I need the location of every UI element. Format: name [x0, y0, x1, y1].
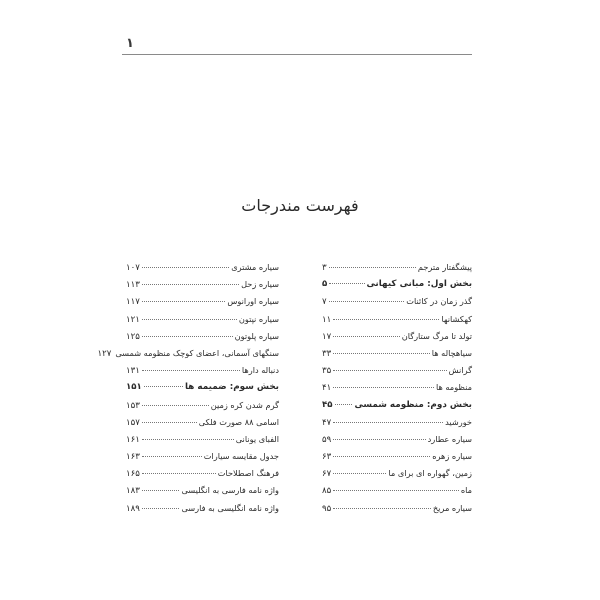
dot-leader [142, 456, 202, 457]
dot-leader [142, 490, 180, 491]
toc-entry-label: واژه نامه انگلیسی به فارسی [181, 502, 279, 513]
toc-title: فهرست مندرجات [241, 196, 359, 215]
toc-section-heading [322, 400, 472, 417]
toc-entry-label: تولد تا مرگ ستارگان [401, 330, 472, 341]
toc-entry-page-number: ۶۳ [322, 452, 332, 463]
dot-leader [142, 284, 239, 285]
toc-entry-page-number: ۱۶۳ [126, 452, 140, 463]
toc-entry-label: سیاره مریخ [432, 502, 472, 513]
dot-leader [333, 370, 446, 371]
dot-leader [142, 370, 240, 371]
toc-entry-label: الفبای یونانی [235, 433, 279, 444]
dot-leader [142, 405, 209, 406]
toc-entry-label: بخش دوم: منظومه شمسی [354, 399, 472, 410]
toc-entry [126, 296, 279, 313]
toc-entry [97, 347, 279, 365]
dot-leader [142, 301, 226, 302]
toc-entry-page-number: ۳۵ [322, 366, 332, 377]
dot-leader [333, 319, 439, 320]
toc-entry-page-number: ۱۲۷ [97, 348, 112, 359]
toc-entry-page-number: ۱۲۵ [126, 331, 140, 342]
toc-entry-label: ماه [460, 485, 472, 496]
toc-entry-label: جدول مقایسه سیارات [203, 451, 279, 462]
toc-entry [126, 279, 279, 296]
toc-entry [322, 365, 472, 382]
toc-entry-page-number: ۱۵۷ [126, 417, 140, 428]
toc-entry-page-number: ۴۷ [322, 417, 332, 428]
toc-entry [126, 400, 279, 417]
toc-entry-page-number: ۱۶۵ [126, 469, 140, 480]
toc-entry-label: گذر زمان در کائنات [406, 296, 472, 307]
toc-entry [322, 417, 472, 434]
dot-leader [142, 422, 197, 423]
toc-entry [126, 503, 279, 520]
toc-entry-label: سیاره زهره [432, 451, 472, 462]
dot-leader [142, 319, 237, 320]
toc-entry-label: فرهنگ اصطلاحات [217, 468, 279, 479]
toc-section-heading [322, 279, 472, 296]
toc-entry-page-number: ۱۸۹ [126, 503, 140, 514]
toc-entry-page-number: ۱۱ [322, 314, 332, 325]
toc-entry-label: بخش اول: مبانی کیهانی [366, 279, 472, 290]
toc-entry [126, 314, 279, 331]
toc-entry-page-number: ۴۵ [322, 399, 333, 410]
toc-entry [126, 262, 279, 279]
dot-leader [329, 301, 405, 302]
dot-leader [329, 267, 416, 268]
toc-entry-label: واژه نامه فارسی به انگلیسی [181, 485, 279, 496]
toc-entry [322, 485, 472, 502]
toc-entry [322, 434, 472, 451]
toc-entry-page-number: ۱۵۱ [126, 382, 142, 393]
toc-entry-label: سیاره پلوتون [234, 330, 279, 341]
toc-entry [126, 417, 279, 434]
toc-entry-label: منظومه ها [436, 382, 472, 393]
toc-entry-label: سیاره اورانوس [227, 296, 279, 307]
toc-entry-label: سیاره مشتری [231, 262, 279, 272]
dot-leader [333, 439, 425, 440]
toc-entry-page-number: ۱۱۷ [126, 297, 140, 308]
toc-entry-label: دنباله دارها [241, 365, 279, 376]
toc-entry-page-number: ۱۶۱ [126, 434, 140, 445]
toc-entry-page-number: ۱۸۳ [126, 486, 140, 497]
dot-leader [142, 267, 229, 268]
toc-entry-page-number: ۵۹ [322, 434, 332, 445]
toc-entry [322, 262, 472, 279]
toc-entry-label: گرانش [448, 365, 472, 376]
page-number: ۱ [126, 36, 134, 51]
dot-leader [144, 386, 183, 387]
toc-entry [126, 451, 279, 468]
toc-entry [126, 434, 279, 451]
header-rule [122, 54, 472, 55]
toc-entry [322, 348, 472, 365]
toc-entry-label: پیشگفتار مترجم [417, 262, 472, 272]
dot-leader [142, 473, 216, 474]
toc-entry [322, 382, 472, 399]
toc-entry [126, 331, 279, 348]
toc-entry-label: سیاره عطارد [427, 433, 472, 444]
toc-entry [322, 468, 472, 485]
toc-entry-label: کهکشانها [441, 313, 472, 324]
toc-entry-page-number: ۶۷ [322, 469, 332, 480]
toc-entry-label: گرم شدن کره زمین [210, 399, 279, 410]
dot-leader [142, 508, 180, 509]
toc-entry-label: زمین، گهواره ای برای ما [388, 468, 472, 479]
toc-entry-label: سنگهای آسمانی، اعضای کوچک منظومه شمسی [115, 347, 279, 358]
toc-entry [322, 314, 472, 331]
toc-entry-page-number: ۸۵ [322, 486, 332, 497]
dot-leader [335, 404, 353, 405]
dot-leader [333, 387, 434, 388]
toc-entry-page-number: ۱۷ [322, 331, 332, 342]
toc-entry [126, 365, 279, 382]
dot-leader [142, 336, 233, 337]
toc-entry-page-number: ۱۳۱ [126, 366, 140, 377]
toc-entry [322, 451, 472, 468]
dot-leader [329, 283, 364, 284]
toc-column-left [97, 262, 279, 520]
toc-entry-label: بخش سوم: ضمیمه ها [184, 382, 279, 393]
toc-entry-page-number: ۳۳ [322, 348, 332, 359]
toc-entry-label: سیاره نپتون [238, 313, 279, 324]
dot-leader [333, 508, 431, 509]
dot-leader [333, 490, 459, 491]
toc-entry [126, 468, 279, 485]
toc-entry-page-number: ۳ [322, 263, 327, 273]
toc-entry [322, 296, 472, 313]
dot-leader [142, 439, 234, 440]
toc-entry [322, 331, 472, 348]
toc-entry-page-number: ۱۲۱ [126, 314, 140, 325]
toc-entry-page-number: ۱۰۷ [126, 263, 140, 273]
toc-entry-label: سیاهچاله ها [431, 347, 472, 358]
toc-entry-page-number: ۹۵ [322, 503, 332, 514]
toc-entry-label: اسامی ۸۸ صورت فلکی [198, 416, 279, 427]
toc-entry-page-number: ۵ [322, 279, 328, 290]
toc-entry-page-number: ۷ [322, 297, 327, 308]
toc-section-heading [126, 382, 279, 399]
dot-leader [333, 422, 443, 423]
toc-column-right [322, 262, 472, 520]
toc-entry [126, 485, 279, 502]
toc-entry-label: سیاره زحل [241, 279, 279, 290]
dot-leader [333, 473, 386, 474]
toc-entry-page-number: ۱۱۳ [126, 280, 140, 291]
dot-leader [333, 336, 399, 337]
toc-entry-page-number: ۱۵۳ [126, 400, 140, 411]
dot-leader [333, 353, 430, 354]
dot-leader [333, 456, 430, 457]
toc-entry-label: خورشید [445, 416, 472, 427]
toc-entry [322, 503, 472, 520]
toc-entry-page-number: ۴۱ [322, 383, 332, 394]
